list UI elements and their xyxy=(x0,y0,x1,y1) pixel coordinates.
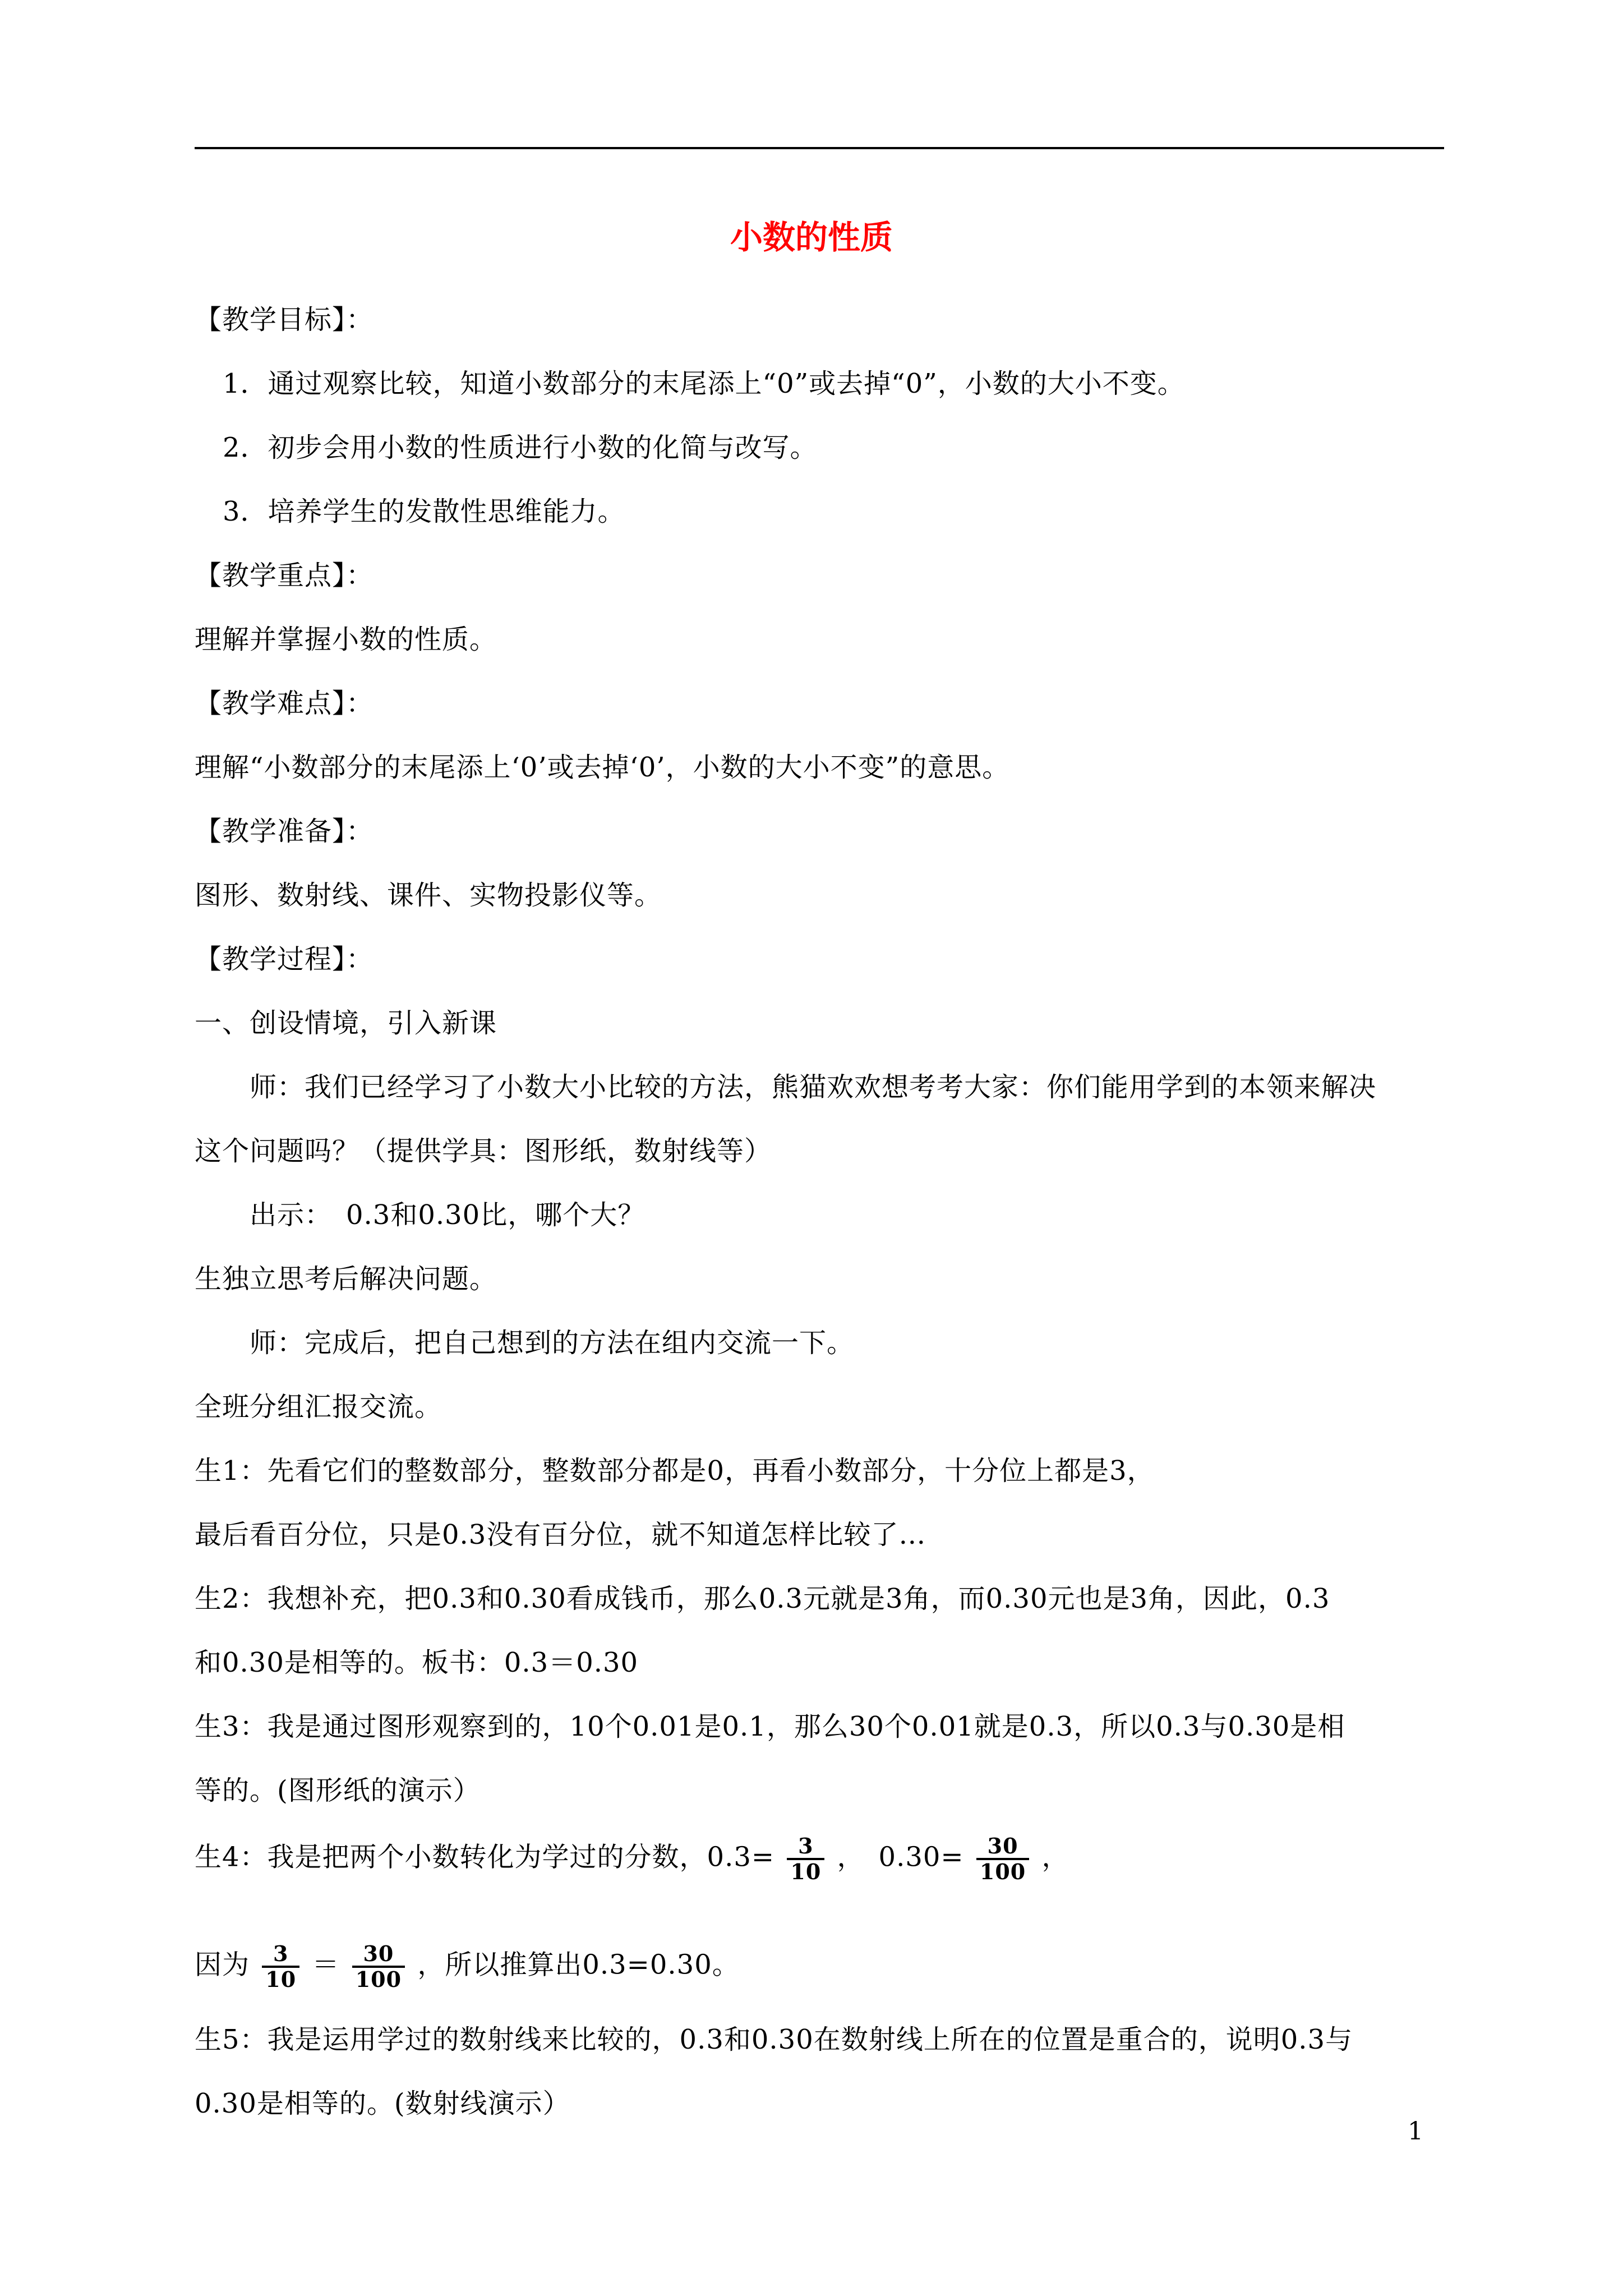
fraction-30-100-b: $\frac{30}{100}$ xyxy=(352,1942,405,1991)
student-3-a: 生3：我是通过图形观察到的，10个0.01是0.1，那么30个0.01就是0.3，所以0.3与0.30是相 xyxy=(195,1711,1345,1742)
student-4-suffix: ， xyxy=(1041,1841,1069,1873)
header-rule xyxy=(195,147,1444,149)
fraction-30-100: $\frac{30}{100}$ xyxy=(976,1834,1029,1884)
student-2-b: 和0.30是相等的。板书：0.3＝0.30 xyxy=(195,1647,639,1678)
student-4b-suffix: ，所以推算出0.3=0.30。 xyxy=(417,1949,740,1981)
equals-sign: ＝ xyxy=(312,1949,340,1981)
student-4-prefix: 生4：我是把两个小数转化为学过的分数，0.3= xyxy=(195,1841,775,1873)
student-5-b: 0.30是相等的。(数射线演示） xyxy=(195,2088,570,2119)
difficulty-text: 理解“小数部分的末尾添上‘0’或去掉‘0’，小数的大小不变”的意思。 xyxy=(195,752,1010,783)
key-heading: 【教学重点】： xyxy=(195,560,374,591)
student-5-a: 生5：我是运用学过的数射线来比较的，0.3和0.30在数射线上所在的位置是重合的，说明0.3与 xyxy=(195,2024,1353,2055)
goals-heading: 【教学目标】： xyxy=(195,304,374,335)
group-report: 全班分组汇报交流。 xyxy=(195,1391,442,1423)
show-question: 出示： 0.3和0.30比，哪个大？ xyxy=(250,1199,645,1231)
difficulty-heading: 【教学难点】： xyxy=(195,688,374,719)
goal-1: 1．通过观察比较，知道小数部分的末尾添上“0”或去掉“0”，小数的大小不变。 xyxy=(223,368,1185,399)
student-4-mid: ， 0.30= xyxy=(837,1841,964,1873)
student-4-a xyxy=(195,1834,1444,1884)
student-4-b xyxy=(195,1942,1444,1991)
step-1-heading: 一、创设情境，引入新课 xyxy=(195,1007,497,1039)
fraction-3-10-b: $\frac{3}{10}$ xyxy=(262,1942,299,1991)
student-3-b: 等的。(图形纸的演示） xyxy=(195,1775,481,1806)
fraction-3-10: $\frac{3}{10}$ xyxy=(787,1834,824,1884)
student-1-b: 最后看百分位，只是0.3没有百分位，就不知道怎样比较了… xyxy=(195,1519,926,1550)
student-think: 生独立思考后解决问题。 xyxy=(195,1263,497,1295)
student-2-a: 生2：我想补充，把0.3和0.30看成钱币，那么0.3元就是3角，而0.30元也是3角，因此，0.3 xyxy=(195,1583,1330,1614)
teacher-line-1a: 师：我们已经学习了小数大小比较的方法，熊猫欢欢想考考大家：你们能用学到的本领来解决 xyxy=(250,1071,1377,1103)
goal-2: 2．初步会用小数的性质进行小数的化简与改写。 xyxy=(223,432,818,463)
key-text: 理解并掌握小数的性质。 xyxy=(195,624,497,655)
prep-text: 图形、数射线、课件、实物投影仪等。 xyxy=(195,880,662,911)
page-title: 小数的性质 xyxy=(730,218,893,256)
goal-3: 3．培养学生的发散性思维能力。 xyxy=(223,496,625,527)
student-1-a: 生1：先看它们的整数部分，整数部分都是0，再看小数部分，十分位上都是3， xyxy=(195,1455,1155,1487)
page-number: 1 xyxy=(1408,2117,1423,2146)
prep-heading: 【教学准备】： xyxy=(195,816,374,847)
teacher-line-2: 师：完成后，把自己想到的方法在组内交流一下。 xyxy=(250,1327,855,1359)
process-heading: 【教学过程】： xyxy=(195,944,374,975)
teacher-line-1b: 这个问题吗？（提供学具：图形纸，数射线等） xyxy=(195,1135,772,1167)
student-4b-prefix: 因为 xyxy=(195,1949,250,1981)
